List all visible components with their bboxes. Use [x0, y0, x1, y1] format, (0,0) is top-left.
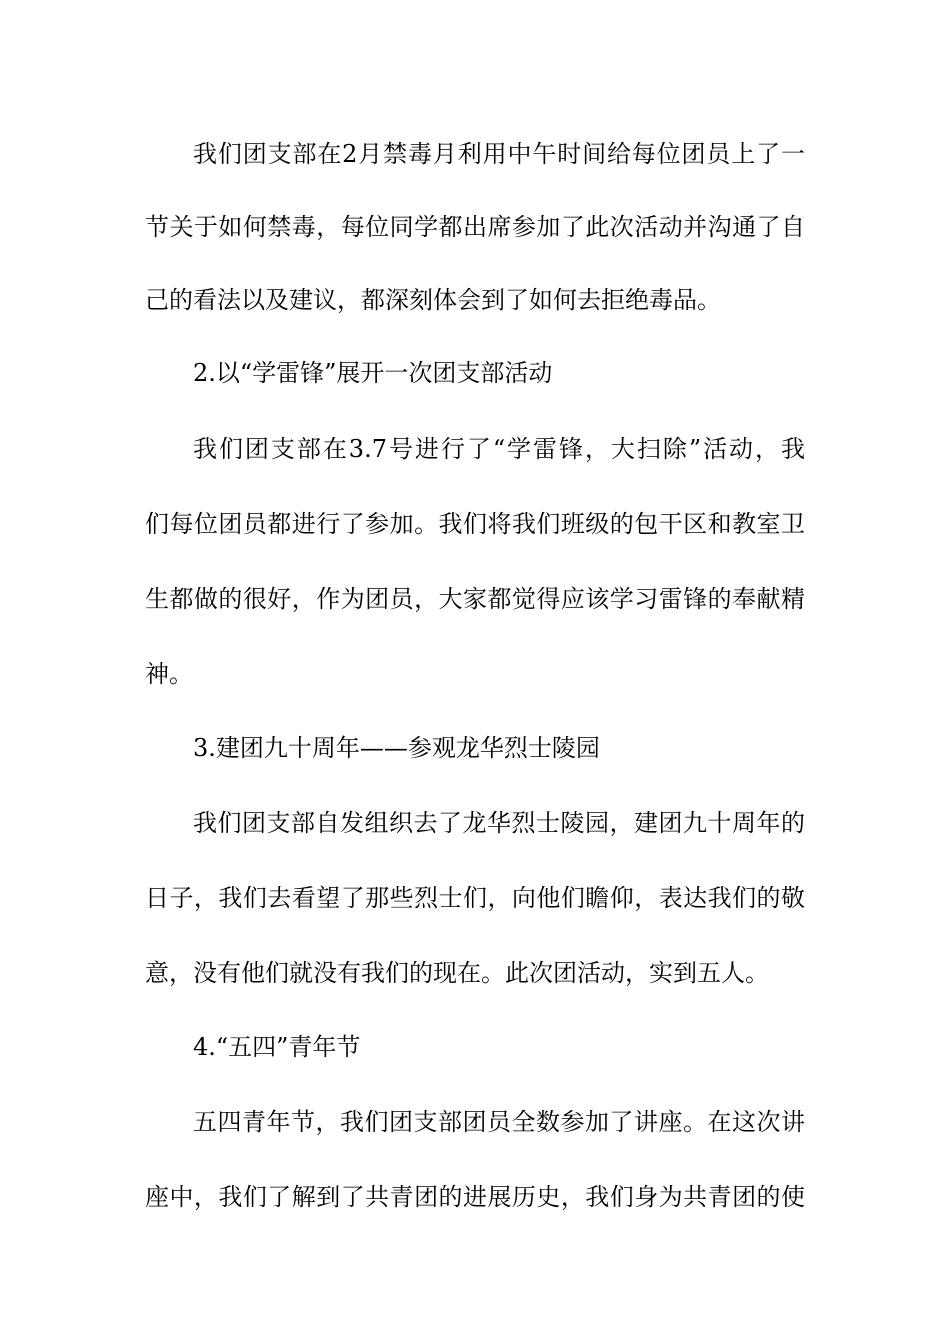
paragraph-line: 座中，我们了解到了共青团的进展历史，我们身为共青团的使	[145, 1183, 805, 1211]
section-heading: 4.“五四”青年节	[193, 1033, 361, 1061]
section-heading: 2.以“学雷锋”展开一次团支部活动	[193, 359, 553, 387]
paragraph-line: 意，没有他们就没有我们的现在。此次团活动，实到五人。	[145, 959, 769, 987]
paragraph-line: 我们团支部自发组织去了龙华烈士陵园，建团九十周年的	[193, 809, 805, 837]
paragraph-line: 我们团支部在3.7号进行了“学雷锋，大扫除”活动，我	[193, 435, 805, 463]
paragraph-line: 五四青年节，我们团支部团员全数参加了讲座。在这次讲	[193, 1108, 805, 1136]
paragraph-line: 神。	[145, 660, 193, 688]
paragraph-line: 节关于如何禁毒，每位同学都出席参加了此次活动并沟通了自	[145, 213, 805, 241]
section-heading: 3.建团九十周年——参观龙华烈士陵园	[193, 734, 600, 762]
paragraph-line: 我们团支部在2月禁毒月利用中午时间给每位团员上了一	[193, 140, 805, 168]
paragraph-line: 生都做的很好，作为团员，大家都觉得应该学习雷锋的奉献精	[145, 585, 805, 613]
paragraph-line: 己的看法以及建议，都深刻体会到了如何去拒绝毒品。	[145, 286, 721, 314]
paragraph-line: 们每位团员都进行了参加。我们将我们班级的包干区和教室卫	[145, 510, 805, 538]
paragraph-line: 日子，我们去看望了那些烈士们，向他们瞻仰，表达我们的敬	[145, 884, 805, 912]
